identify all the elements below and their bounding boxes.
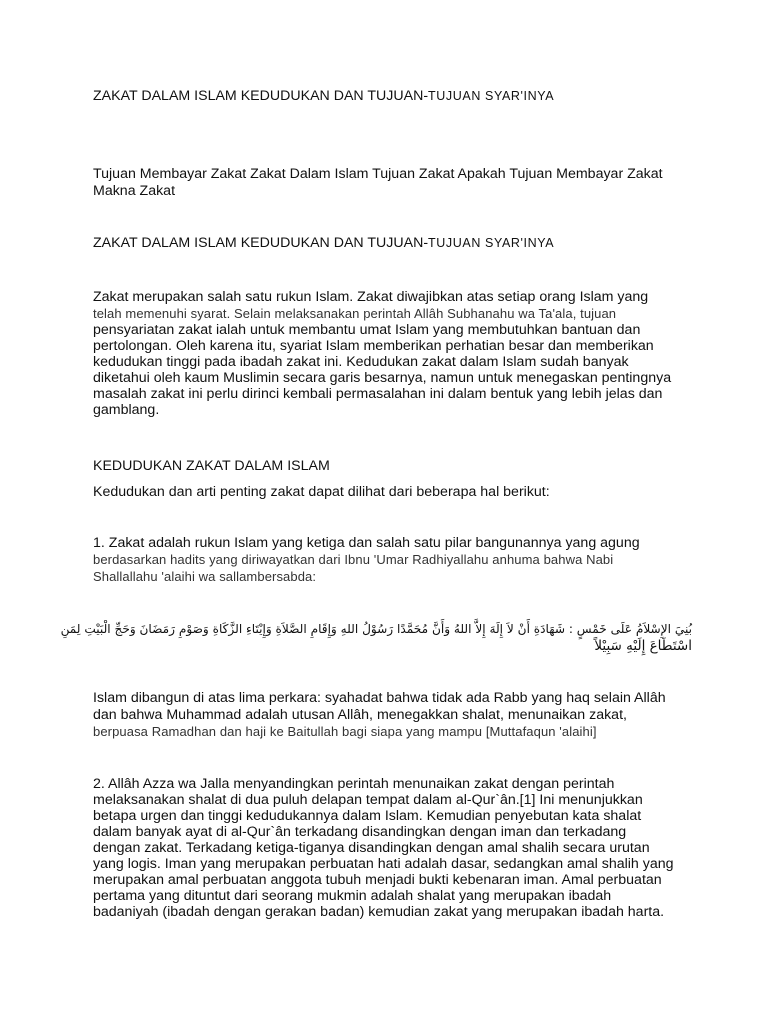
paragraph-line: gamblang. [93, 402, 160, 418]
arabic-hadith-line: اسْتَطَاعَ إِلَيْهِ سَبِيْلاً [594, 638, 692, 654]
paragraph-line: diketahui oleh kaum Muslimin secara garis besarnya, namun untuk menegaskan pentingnya [93, 370, 672, 386]
point-line: betapa urgen dan tinggi kedudukannya dalam Islam. Kemudian penyebutan kata shalat [93, 808, 642, 824]
arabic-hadith-line: بُنِيَ الإِسْلاَمُ عَلَى خَمْسٍ : شَهَادَةِ أَنْ لاَ إِلَهَ إِلاَّ اللهُ وَأَنَّ مُحَمَّدًا رَسُوْلُ اللهِ وَإِقَامِ الصَّلاَةِ وَإِيْتَاءِ الزَّكَاةِ وَصَوْمِ رَمَضَانَ وَحَجِّ الْبَيْتِ لِمَنِ [60, 622, 692, 636]
tags-line: Tujuan Membayar Zakat Zakat Dalam Islam Tujuan Zakat Apakah Tujuan Membayar Zakat [93, 166, 663, 182]
paragraph-line: kedudukan tinggi pada ibadah zakat ini. Kedudukan zakat dalam Islam sudah banyak [93, 354, 629, 370]
paragraph-line: pensyariatan zakat ialah untuk membantu umat Islam yang membutuhkan bantuan dan [93, 322, 641, 338]
point-line: berdasarkan hadits yang diriwayatkan dari Ibnu 'Umar Radhiyallahu anhuma bahwa Nabi [93, 552, 614, 567]
paragraph-line: pertolongan. Oleh karena itu, syariat Islam memberikan perhatian besar dan memberikan [93, 338, 654, 354]
translation-line: Islam dibangun di atas lima perkara: syahadat bahwa tidak ada Rabb yang haq selain Allâh [93, 690, 666, 706]
point-line: badaniyah (ibadah dengan gerakan badan) kemudian zakat yang merupakan ibadah harta. [93, 904, 665, 920]
section-intro: Kedudukan dan arti penting zakat dapat dilihat dari beberapa hal berikut: [93, 484, 550, 500]
title-main: ZAKAT DALAM ISLAM KEDUDUKAN DAN TUJUAN- [93, 88, 429, 104]
point-line: 1. Zakat adalah rukun Islam yang ketiga dan salah satu pilar bangunannya yang agung [93, 535, 640, 551]
point-line: dalam banyak ayat di al-Qur`ân terkadang disandingkan dengan iman dan terkadang [93, 824, 627, 840]
title-main: ZAKAT DALAM ISLAM KEDUDUKAN DAN TUJUAN- [93, 235, 429, 251]
paragraph-line: telah memenuhi syarat. Selain melaksanakan perintah Allâh Subhanahu wa Ta'ala, tujuan [93, 306, 617, 321]
point-line: merupakan amal perbuatan anggota tubuh menjadi bukti kebenaran iman. Amal perbuatan [93, 872, 662, 888]
translation-line: dan bahwa Muhammad adalah utusan Allâh, menegakkan shalat, menunaikan zakat, [93, 707, 627, 723]
title-tail: TUJUAN SYAR'INYA [428, 89, 555, 103]
title-tail: TUJUAN SYAR'INYA [428, 236, 555, 250]
translation-line: berpuasa Ramadhan dan haji ke Baitullah bagi siapa yang mampu [Muttafaqun 'alaihi] [93, 724, 597, 739]
section-title [93, 235, 554, 251]
paragraph-line: masalah zakat ini perlu dirinci kembali permasalahan ini dalam bentuk yang lebih jelas dan [93, 386, 663, 402]
section-heading: KEDUDUKAN ZAKAT DALAM ISLAM [93, 458, 330, 474]
document-title [93, 88, 554, 104]
paragraph-line: Zakat merupakan salah satu rukun Islam. Zakat diwajibkan atas setiap orang Islam yang [93, 289, 649, 305]
tags-line: Makna Zakat [93, 183, 176, 199]
point-line: yang logis. Iman yang merupakan perbuatan hati adalah dasar, sedangkan amal shalih yang [93, 856, 674, 872]
point-line: Shallallahu 'alaihi wa sallambersabda: [93, 569, 317, 584]
point-line: melaksanakan shalat di dua puluh delapan tempat dalam al-Qur`ân.[1] Ini menunjukkan [93, 792, 643, 808]
point-line: dengan zakat. Terkadang ketiga-tiganya disandingkan dengan amal shalih secara urutan [93, 840, 650, 856]
point-line: 2. Allâh Azza wa Jalla menyandingkan perintah menunaikan zakat dengan perintah [93, 776, 615, 792]
point-line: pertama yang dituntut dari seorang mukmin adalah shalat yang merupakan ibadah [93, 888, 612, 904]
